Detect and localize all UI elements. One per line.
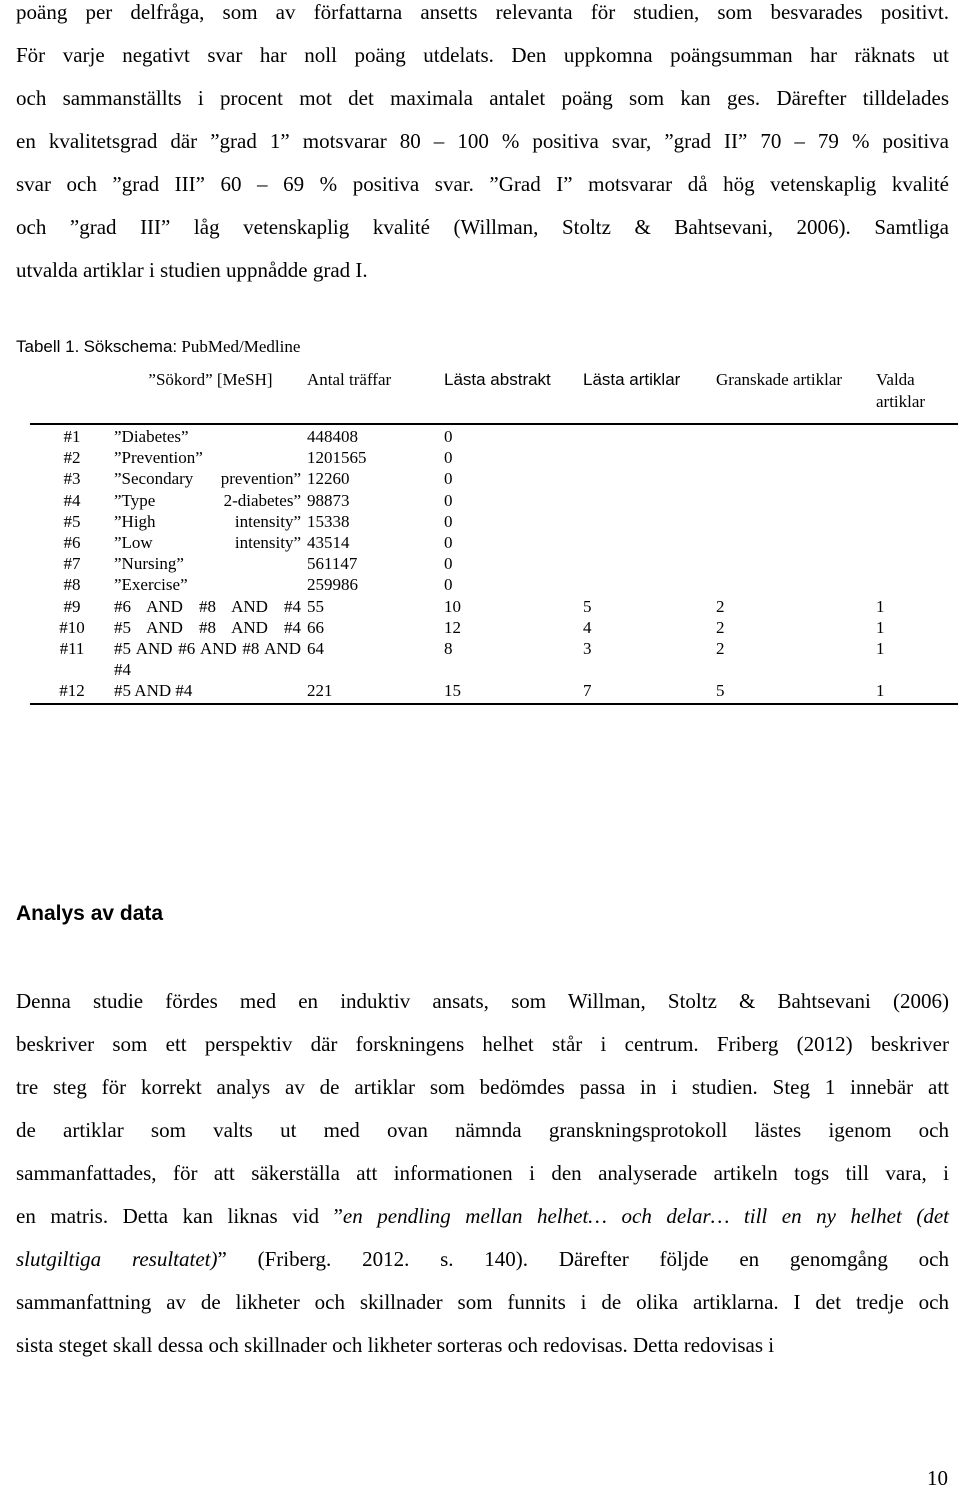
row-hits: 66 xyxy=(307,617,324,637)
row-reviewed-articles xyxy=(716,468,876,489)
row-read-abstracts: 8 xyxy=(444,639,453,659)
row-selected-articles: 1 xyxy=(876,680,958,703)
header-read-abstracts: Lästa abstrakt xyxy=(444,369,583,424)
header-hits: Antal träffar xyxy=(307,369,444,424)
row-reviewed-articles: 2 xyxy=(716,596,725,616)
quoted-phrase: slutgiltiga resultatet) xyxy=(16,1247,218,1271)
table-row xyxy=(30,511,958,532)
page-number: 10 xyxy=(927,1466,948,1490)
row-read-articles: 7 xyxy=(583,680,716,703)
row-selected-articles xyxy=(876,532,958,553)
analys-line: tre steg för korrekt analys av de artiklar som bedömdes passa in i studien. Steg 1 innebär att xyxy=(16,1075,949,1099)
row-read-abstracts: 0 xyxy=(444,575,453,595)
table-row xyxy=(30,574,958,595)
row-read-abstracts: 0 xyxy=(444,427,453,446)
row-id: #10 xyxy=(59,617,85,637)
analys-line: beskriver som ett perspektiv där forskningens helhet står i centrum. Friberg (2012) beskriver xyxy=(16,1032,949,1056)
section-heading: Analys av data xyxy=(16,902,164,925)
row-hits: 15338 xyxy=(307,511,350,531)
table-body xyxy=(30,424,958,704)
row-search-term: ”Exercise” xyxy=(114,575,188,595)
row-search-term: ”Prevention” xyxy=(114,448,203,468)
row-reviewed-articles xyxy=(716,532,876,553)
row-read-articles xyxy=(583,574,716,595)
header-id xyxy=(30,369,114,424)
row-reviewed-articles xyxy=(716,424,876,447)
row-id: #12 xyxy=(30,680,114,703)
row-selected-articles xyxy=(876,490,958,511)
intro-line: poäng per delfråga, som av författarna ansetts relevanta för studien, som besvarades positivt. xyxy=(16,0,949,24)
header-reviewed-articles: Granskade artiklar xyxy=(716,369,876,424)
row-hits: 561147 xyxy=(307,554,358,574)
table-row xyxy=(30,638,958,680)
row-search-term: #6 AND #8 AND #4 xyxy=(114,596,301,616)
row-search-term: ”Secondary prevention” xyxy=(114,469,301,489)
row-selected-articles: 1 xyxy=(876,639,885,659)
row-read-abstracts: 10 xyxy=(444,596,461,616)
intro-line: och ”grad III” låg vetenskaplig kvalité (Willman, Stoltz & Bahtsevani, 2006). Samtliga xyxy=(16,215,949,239)
row-read-abstracts: 0 xyxy=(444,469,453,489)
table-row xyxy=(30,553,958,574)
row-read-articles xyxy=(583,468,716,489)
row-read-abstracts: 0 xyxy=(444,533,453,553)
row-read-abstracts: 0 xyxy=(444,554,453,574)
table-label: Tabell 1. xyxy=(16,337,80,356)
header-search-term: ”Sökord” [MeSH] xyxy=(114,369,307,424)
row-read-abstracts: 0 xyxy=(444,511,453,531)
search-table xyxy=(30,369,958,705)
row-selected-articles xyxy=(876,468,958,489)
row-search-term: #5 AND #4 xyxy=(114,680,307,703)
row-read-abstracts: 0 xyxy=(444,448,453,468)
row-read-articles: 3 xyxy=(583,639,592,659)
row-hits: 221 xyxy=(307,680,444,703)
intro-paragraph xyxy=(16,0,949,292)
row-reviewed-articles: 2 xyxy=(716,617,725,637)
analys-line: sammanfattning av de likheter och skillnader som funnits i de olika artiklarna. I det tredje och xyxy=(16,1290,949,1314)
row-selected-articles: 1 xyxy=(876,617,885,637)
row-id: #11 xyxy=(59,639,85,659)
intro-line: svar och ”grad III” 60 – 69 % positiva svar. ”Grad I” motsvarar då hög vetenskaplig kvalité xyxy=(16,172,949,196)
row-hits: 64 xyxy=(307,639,324,659)
row-read-articles: 5 xyxy=(583,596,592,616)
row-read-articles: 4 xyxy=(583,617,592,637)
row-search-term: #5 AND #6 AND #8 AND #4 xyxy=(114,639,301,680)
row-reviewed-articles xyxy=(716,574,876,595)
row-reviewed-articles: 2 xyxy=(716,639,725,659)
row-hits: 448408 xyxy=(307,427,358,446)
table-caption xyxy=(16,336,300,358)
analys-paragraph xyxy=(16,980,949,1367)
row-selected-articles: 1 xyxy=(876,596,885,616)
row-selected-articles xyxy=(876,447,958,468)
row-read-articles xyxy=(583,424,716,447)
table-header-row xyxy=(30,369,958,424)
table-row xyxy=(30,490,958,511)
row-hits: 98873 xyxy=(307,490,350,510)
row-read-articles xyxy=(583,511,716,532)
row-search-term: ”Type 2-diabetes” xyxy=(114,490,301,510)
row-hits: 1201565 xyxy=(307,448,367,468)
row-id: #4 xyxy=(63,490,81,510)
row-id: #2 xyxy=(63,448,81,468)
header-read-articles: Lästa artiklar xyxy=(583,369,716,424)
intro-line: och sammanställts i procent mot det maximala antalet poäng som kan ges. Därefter tilldelades xyxy=(16,86,949,110)
row-reviewed-articles: 5 xyxy=(716,680,876,703)
row-search-term: ”Low intensity” xyxy=(114,533,301,553)
row-hits: 12260 xyxy=(307,469,350,489)
intro-line: en kvalitetsgrad där ”grad 1” motsvarar 80 – 100 % positiva svar, ”grad II” 70 – 79 % positiva xyxy=(16,129,949,153)
row-read-articles xyxy=(583,490,716,511)
table-row xyxy=(30,617,958,638)
row-selected-articles xyxy=(876,511,958,532)
row-search-term: ”Nursing” xyxy=(114,554,184,574)
row-selected-articles xyxy=(876,424,958,447)
row-selected-articles xyxy=(876,553,958,574)
table-row xyxy=(30,424,958,447)
analys-line: slutgiltiga resultatet)” (Friberg. 2012. s. 140). Därefter följde en genomgång och xyxy=(16,1247,949,1271)
row-read-abstracts: 15 xyxy=(444,680,583,703)
row-search-term: ”High intensity” xyxy=(114,511,301,531)
row-search-term: ”Diabetes” xyxy=(114,427,189,446)
row-reviewed-articles xyxy=(716,447,876,468)
table-row xyxy=(30,680,958,703)
row-id: #5 xyxy=(63,511,81,531)
intro-line: utvalda artiklar i studien uppnådde grad I. xyxy=(16,258,368,282)
analys-line: sista steget skall dessa och skillnader och likheter sorteras och redovisas. Detta redovisas i xyxy=(16,1333,775,1357)
row-id: #1 xyxy=(63,427,81,446)
analys-line: sammanfattades, för att säkerställa att informationen i den analyserade artikeln togs till vara, i xyxy=(16,1161,949,1185)
row-id: #3 xyxy=(63,469,81,489)
intro-line: För varje negativt svar har noll poäng utdelats. Den uppkomna poängsumman har räknats ut xyxy=(16,43,949,67)
table-row xyxy=(30,532,958,553)
row-hits: 43514 xyxy=(307,533,350,553)
analys-line: en matris. Detta kan liknas vid ”en pendling mellan helhet… och delar… till en ny helhet (det xyxy=(16,1204,949,1228)
header-selected-articles: Valda artiklar xyxy=(876,369,958,424)
row-reviewed-articles xyxy=(716,511,876,532)
row-read-articles xyxy=(583,447,716,468)
analys-line: de artiklar som valts ut med ovan nämnda granskningsprotokoll lästes igenom och xyxy=(16,1118,949,1142)
row-selected-articles xyxy=(876,574,958,595)
row-hits: 55 xyxy=(307,596,324,616)
analys-line: Denna studie fördes med en induktiv ansats, som Willman, Stoltz & Bahtsevani (2006) xyxy=(16,989,949,1013)
row-id: #6 xyxy=(63,533,81,553)
row-read-articles xyxy=(583,532,716,553)
table-row xyxy=(30,596,958,617)
row-read-articles xyxy=(583,553,716,574)
row-read-abstracts: 0 xyxy=(444,490,453,510)
table-title: Sökschema: xyxy=(83,337,178,356)
row-id: #8 xyxy=(63,575,81,595)
row-reviewed-articles xyxy=(716,553,876,574)
row-id: #9 xyxy=(63,596,81,616)
row-hits: 259986 xyxy=(307,575,358,595)
row-search-term: #5 AND #8 AND #4 xyxy=(114,617,301,637)
table-row xyxy=(30,447,958,468)
row-id: #7 xyxy=(63,554,81,574)
table-database: PubMed/Medline xyxy=(181,337,301,356)
quoted-phrase: en pendling mellan helhet… och delar… till en ny helhet (det xyxy=(342,1204,949,1228)
table-row xyxy=(30,468,958,489)
row-reviewed-articles xyxy=(716,490,876,511)
row-read-abstracts: 12 xyxy=(444,617,461,637)
